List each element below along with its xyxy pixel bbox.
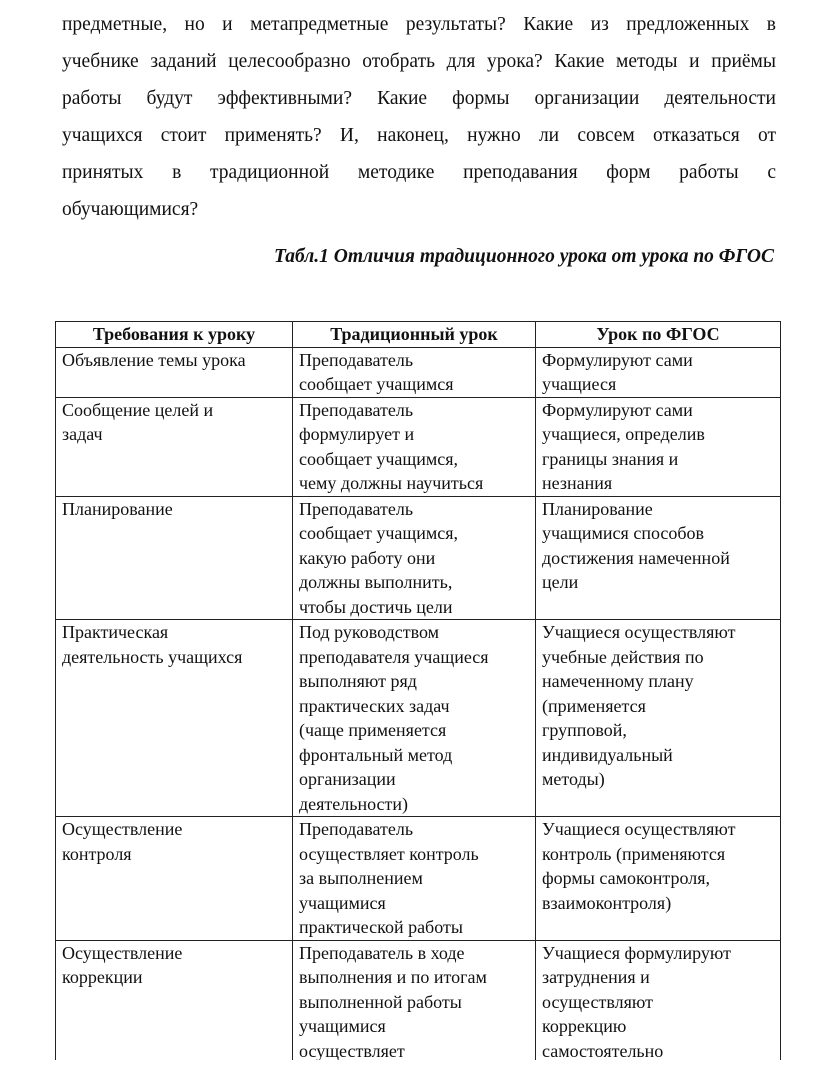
column-header: Урок по ФГОС bbox=[536, 322, 781, 348]
table-cell bbox=[56, 347, 293, 397]
cell-text-line: Преподаватель в ходе bbox=[299, 942, 465, 963]
table-caption: Табл.1 Отличия традиционного урока от урока по ФГОС bbox=[274, 246, 774, 267]
table-cell bbox=[536, 347, 781, 397]
table-cell bbox=[536, 496, 781, 620]
cell-text-line: Преподаватель bbox=[299, 399, 414, 420]
table-cell bbox=[293, 620, 536, 817]
table-cell bbox=[293, 496, 536, 620]
table-cell bbox=[56, 496, 293, 620]
cell-text-line: выполненной работы bbox=[299, 991, 462, 1012]
cell-text-line: осуществляют bbox=[542, 991, 653, 1012]
table-body bbox=[56, 347, 781, 1064]
cell-text-line: формы самоконтроля, bbox=[542, 868, 711, 888]
cell-text-line: выполнения и по итогам bbox=[299, 967, 487, 987]
cell-text-line: взаимоконтроля) bbox=[542, 892, 672, 913]
table-cell bbox=[56, 940, 293, 1064]
cell-text-line: осуществляет bbox=[299, 1040, 405, 1061]
cell-text-line: Под руководством bbox=[299, 622, 440, 642]
cell-text-line: учебные действия по bbox=[542, 646, 704, 667]
cell-text-line: сообщает учащимся, bbox=[299, 523, 459, 543]
cell-text-line: чтобы достичь цели bbox=[299, 596, 453, 617]
cell-text-line: Преподаватель bbox=[299, 349, 414, 370]
body-paragraph bbox=[62, 6, 776, 228]
cell-text-line: коррекцию bbox=[542, 1016, 627, 1036]
cell-text-line: практических задач bbox=[299, 695, 450, 716]
cell-text-line: должны выполнить, bbox=[299, 572, 453, 592]
table-row bbox=[56, 620, 781, 817]
table-cell bbox=[536, 397, 781, 496]
cell-text-line: формулирует и bbox=[299, 424, 415, 444]
cell-text-line: цели bbox=[542, 572, 579, 592]
table-cell bbox=[293, 940, 536, 1064]
cell-text-line: Осуществление bbox=[62, 942, 183, 963]
table-row bbox=[56, 347, 781, 397]
page-bottom-margin bbox=[0, 1060, 816, 1088]
cell-text-line: выполняют ряд bbox=[299, 671, 417, 691]
cell-text-line: чему должны научиться bbox=[299, 473, 484, 493]
cell-text-line: Формулируют сами bbox=[542, 399, 693, 420]
cell-text-line: (чаще применяется bbox=[299, 720, 447, 740]
cell-text-line: учащиеся bbox=[542, 374, 617, 394]
table-cell bbox=[56, 817, 293, 941]
table-cell bbox=[293, 347, 536, 397]
cell-text-line: деятельности) bbox=[299, 793, 409, 814]
cell-text-line: Планирование bbox=[542, 498, 653, 519]
cell-text-line: достижения намеченной bbox=[542, 547, 730, 568]
cell-text-line: контроля bbox=[62, 843, 132, 864]
cell-text-line: намеченному плану bbox=[542, 671, 694, 691]
cell-text-line: индивидуальный bbox=[542, 744, 673, 765]
paragraph-line: обучающимися? bbox=[62, 199, 199, 220]
cell-text-line: Формулируют сами bbox=[542, 349, 693, 370]
cell-text-line: затруднения и bbox=[542, 967, 650, 987]
table-cell bbox=[56, 397, 293, 496]
table-row bbox=[56, 940, 781, 1064]
paragraph-line: предметные, но и метапредметные результаты? Какие из предложенных в bbox=[62, 14, 776, 35]
cell-text-line: Преподаватель bbox=[299, 498, 414, 519]
cell-text-line: Учащиеся формулируют bbox=[542, 942, 731, 963]
cell-text-line: (применяется bbox=[542, 695, 646, 716]
comparison-table bbox=[55, 321, 781, 1064]
cell-text-line: Практическая bbox=[62, 622, 169, 642]
column-header: Требования к уроку bbox=[56, 322, 293, 348]
table-cell bbox=[536, 940, 781, 1064]
cell-text-line: за выполнением bbox=[299, 868, 423, 888]
cell-text-line: границы знания и bbox=[542, 448, 679, 469]
table-cell bbox=[293, 817, 536, 941]
cell-text-line: деятельность учащихся bbox=[62, 646, 243, 667]
cell-text-line: Преподаватель bbox=[299, 819, 414, 839]
cell-text-line: какую работу они bbox=[299, 547, 436, 568]
paragraph-line: учащихся стоит применять? И, наконец, нужно ли совсем отказаться от bbox=[62, 125, 776, 146]
cell-text-line: Осуществление bbox=[62, 819, 183, 839]
cell-text-line: фронтальный метод bbox=[299, 744, 453, 765]
cell-text-line: учащимися способов bbox=[542, 523, 705, 543]
cell-text-line: групповой, bbox=[542, 720, 627, 740]
cell-text-line: коррекции bbox=[62, 967, 143, 987]
cell-text-line: задач bbox=[62, 424, 103, 444]
cell-text-line: самостоятельно bbox=[542, 1040, 664, 1061]
cell-text-line: Учащиеся осуществляют bbox=[542, 819, 736, 839]
cell-text-line: осуществляет контроль bbox=[299, 843, 479, 864]
table-cell bbox=[293, 397, 536, 496]
cell-text-line: учащиеся, определив bbox=[542, 424, 705, 444]
paragraph-line: работы будут эффективными? Какие формы организации деятельности bbox=[62, 88, 776, 109]
cell-text-line: сообщает учащимся bbox=[299, 374, 454, 394]
column-header: Традиционный урок bbox=[293, 322, 536, 348]
cell-text-line: преподавателя учащиеся bbox=[299, 646, 489, 667]
table-row bbox=[56, 397, 781, 496]
table-cell bbox=[536, 620, 781, 817]
table-header-row bbox=[56, 322, 781, 348]
table-cell bbox=[536, 817, 781, 941]
cell-text-line: методы) bbox=[542, 769, 605, 789]
cell-text-line: сообщает учащимся, bbox=[299, 448, 459, 469]
cell-text-line: учащимися bbox=[299, 1016, 386, 1036]
table-row bbox=[56, 496, 781, 620]
table-row bbox=[56, 817, 781, 941]
cell-text-line: Учащиеся осуществляют bbox=[542, 622, 736, 642]
cell-text-line: практической работы bbox=[299, 917, 463, 937]
paragraph-line: принятых в традиционной методике преподавания форм работы с bbox=[62, 162, 776, 183]
cell-text-line: контроль (применяются bbox=[542, 843, 726, 864]
cell-text-line: Сообщение целей и bbox=[62, 399, 214, 420]
cell-text-line: незнания bbox=[542, 473, 613, 493]
paragraph-line: учебнике заданий целесообразно отобрать для урока? Какие методы и приёмы bbox=[62, 51, 776, 72]
cell-text-line: Планирование bbox=[62, 498, 173, 519]
cell-text-line: организации bbox=[299, 769, 396, 789]
cell-text-line: Объявление темы урока bbox=[62, 349, 246, 370]
table-cell bbox=[56, 620, 293, 817]
cell-text-line: учащимися bbox=[299, 892, 386, 913]
